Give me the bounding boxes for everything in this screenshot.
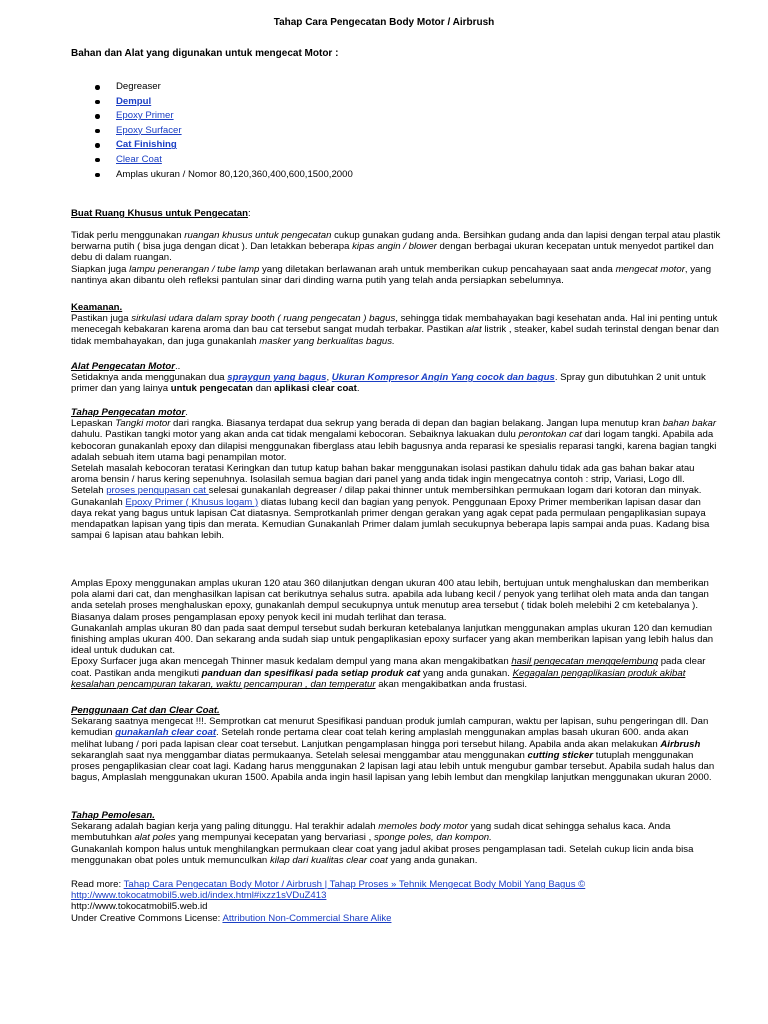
bahan-heading: Bahan dan Alat yang digunakan untuk mengecat Motor : — [71, 48, 339, 59]
alat-heading: Alat Pengecatan Motor — [71, 361, 175, 372]
pengupasan-link[interactable]: proses pengupasan cat — [106, 485, 209, 497]
cat-finishing-link[interactable]: Cat Finishing — [116, 139, 177, 151]
alat-section: Alat Pengecatan Motor.. Setidaknya anda menggunakan dua spraygun yang bagus, Ukuran Kompresor Angin Yang cocok dan bagus. Spray gun dibutuhkan 2 unit untuk primer dan yang lainya untuk pengecatan dan aplikasi clear coat. — [71, 361, 721, 395]
clear-coat-link[interactable]: Clear Coat — [116, 153, 162, 165]
tahap-paragraph: Setelah proses pengupasan cat selesai gunakanlah degreaser / dilap pakai thinner untuk membersihkan permukaan logam dari kotoran dan minyak. — [71, 485, 702, 497]
tahap-paragraph: Gunakanlah amplas ukuran 80 dan pada saat dempul tersebut sudah berkuran ketebalanya lanjutkan menggunakan amplas ukuran 120 dan kemudian finishing amplas ukuran 400. Dan sekarang anda sudah siap untuk pengaplikasian epoxy surfacer yang akan memberikan lapisan yang lebih halus dan ideal untuk dudukan cat. — [71, 622, 714, 657]
pemolesan-section — [71, 810, 721, 866]
penggunaan-heading: Penggunaan Cat dan Clear Coat. — [71, 705, 220, 716]
ruang-section: Buat Ruang Khusus untuk Pengecatan: — [71, 208, 251, 219]
spraygun-link[interactable]: spraygun yang bagus — [227, 372, 327, 384]
license-link[interactable]: Attribution Non-Commercial Share Alike — [222, 912, 392, 924]
pemolesan-paragraph: Sekarang adalah bagian kerja yang paling ditunggu. Hal terakhir adalah memoles body motor yang sudah dicat sehingga sehalus kaca. Anda membutuhkan alat poles yang mempunyai kecepatan yang bervariasi , sponge poles, dan kompon. — [71, 821, 671, 844]
tahap-paragraph: Amplas Epoxy menggunakan amplas ukuran 120 atau 360 dilanjutkan dengan ukuran 400 atau lebih, bertujuan untuk menghaluskan dan memberikan pola alami dari cat, dan menghasilkan lapisan cat berikutnya sehalus sutra. apabila ada lubang kecil / penyok yang terlihat oleh mata anda dan tangan anda setelah proses menghaluskan epoxy, gunakanlah dempul secukupnya untuk menutup area tersebut ( tidak boleh melebihi 2 cm ketebalanya ). Biasanya dalam proses pengamplasan epoxy penyok kecil ini mudah terlihat dan terasa. — [71, 578, 709, 623]
tahap-paragraph: Lepaskan Tangki motor dari rangka. Biasanya terdapat dua sekrup yang berada di depan dan bagian belakang. Jangan lupa menutup kran bahan bakar dahulu. Pastikan tangki motor yang akan anda cat tidak mengalami kebocoran. Sebaiknya lakuakan dulu perontokan cat dari logam tangki. Apabila ada kebocoran gunakanlah epoxy dan dilapisi menggunakan fiberglass atau lebih bagusnya anda reparasi ke spesialis reparasi tangki, karena bagian tangki adalah sebuah item utama bagi penampilan motor. — [71, 418, 717, 463]
clear-coat-use-link[interactable]: gunakanlah clear coat — [115, 727, 217, 739]
amplas-section — [71, 578, 721, 690]
list-item[interactable] — [116, 124, 353, 139]
page-title: Tahap Cara Pengecatan Body Motor / Airbrush — [273, 17, 495, 28]
penggunaan-section — [71, 705, 721, 783]
list-item[interactable] — [116, 95, 353, 110]
list-item: Degreaser — [116, 80, 353, 95]
pemolesan-paragraph: Gunakanlah kompon halus untuk menghilangkan permukaan clear coat yang jadul akibat proses pengamplasan tadi. Setelah cukup licin anda bisa menggunakan obat poles untuk memunculkan kilap dari kualitas clear coat yang anda gunakan. — [71, 843, 694, 866]
epoxy-primer-khusus-link[interactable]: Epoxy Primer ( Khusus logam ) — [125, 496, 259, 508]
source-url-link[interactable]: http://www.tokocatmobil5.web.id/index.html#ixzz1sVDuZ413 — [71, 890, 327, 902]
ruang-paragraph: Tidak perlu menggunakan ruangan khusus untuk pengecatan cukup gunakan gudang anda. Bersihkan gudang anda dan lapisi dengan terpal atau plastik berwarna putih ( bisa juga dengan dicat ). Dan letakkan beberapa kipas angin / blower dengan berbagai ukuran kecepatan untuk menyedot partikel dan debu di dalam ruangan. — [71, 230, 721, 264]
tahap-paragraph: Epoxy Surfacer juga akan mencegah Thinner masuk kedalam dempul yang mana akan mengakibatkan hasil pengecatan menggelembung pada clear coat. Pastikan anda mengikuti panduan dan spesifikasi pada setiap produk cat yang anda gunakan. Kegagalan pengaplikasian produk akibat kesalahan pencampuran takaran, waktu pencampuran , dan temperatur akan mengakibatkan anda frustasi. — [71, 656, 706, 690]
ruang-heading: Buat Ruang Khusus untuk Pengecatan — [71, 208, 248, 219]
tools-list — [116, 80, 353, 182]
epoxy-surfacer-link[interactable]: Epoxy Surfacer — [116, 124, 182, 136]
tahap-paragraph: Gunakanlah Epoxy Primer ( Khusus logam ) diatas lubang kecil dan bagian yang penyok. Penggunaan Epoxy Primer memberikan lapisan dasar dan daya rekat yang bagus untuk lapisan Cat diatasnya. Semprotkanlah primer dengan gerakan yang agak cepat pada permulaan pengaplikasian supaya mendapatkan lapisan yang tipis dan merata. Kemudian Gunakanlah Primer dalam jumlah secukupnya beberapa lapis sampai anda puas. Kadang bisa sampai 6 lapisan atau bahkan lebih. — [71, 496, 710, 542]
list-item[interactable] — [116, 109, 353, 124]
list-item: Amplas ukuran / Nomor 80,120,360,400,600,1500,2000 — [116, 168, 353, 183]
dempul-link[interactable]: Dempul — [116, 95, 152, 107]
alat-paragraph: Setidaknya anda menggunakan dua spraygun yang bagus, Ukuran Kompresor Angin Yang cocok dan bagus. Spray gun dibutuhkan 2 unit untuk primer dan yang lainya untuk pengecatan dan aplikasi clear coat. — [71, 372, 706, 395]
epoxy-primer-link[interactable]: Epoxy Primer — [116, 110, 174, 122]
kompresor-link[interactable]: Ukuran Kompresor Angin Yang cocok dan bagus — [331, 372, 555, 384]
pemolesan-heading: Tahap Pemolesan. — [71, 810, 155, 821]
tahap-heading: Tahap Pengecatan motor — [71, 407, 186, 418]
ruang-body — [71, 230, 721, 286]
tahap-section: Tahap Pengecatan motor. Lepaskan Tangki motor dari rangka. Biasanya terdapat dua sekrup yang berada di depan dan bagian belakang. Jangan lupa menutup kran bahan bakar dahulu. Pastikan tangki motor yang akan anda cat tidak mengalami kebocoran. Sebaiknya lakuakan dulu perontokan cat dari logam tangki. Apabila ada kebocoran gunakanlah epoxy dan dilapisi menggunakan fiberglass atau lebih bagusnya anda reparasi ke spesialis reparasi tangki, karena bagian tangki adalah sebuah item utama bagi penampilan motor. Setelah masalah kebocoran teratasi Keringkan dan tutup katup bahan bakar menggunakan isolasi pastikan dahulu tidak ada gas bahan bakar atau aroma bensin / harus kering sepenuhnya. Isolasilah semua bagian dari panel yang anda tidak ingin mengecatnya contoh : strip, Variasi, Logo dll. Setelah proses pengupasan cat selesai gunakanlah degreaser / dilap pakai thinner untuk membersihkan permukaan logam dari kotoran dan minyak. Gunakanlah Epoxy Primer ( Khusus logam ) diatas lubang kecil dan bagian yang penyok. Penggunaan Epoxy Primer memberikan lapisan dasar dan daya rekat yang bagus untuk lapisan Cat diatasnya. Semprotkanlah primer dengan gerakan yang agak cepat pada permulaan pengaplikasian supaya mendapatkan lapisan yang tipis dan merata. Kemudian Gunakanlah Primer dalam jumlah secukupnya beberapa lapis sampai anda puas. Kadang bisa sampai 6 lapisan atau bahkan lebih. — [71, 407, 721, 541]
read-more-link[interactable]: Tahap Cara Pengecatan Body Motor / Airbrush | Tahap Proses » Tehnik Mengecat Body Mobil Yang Bagus © — [123, 879, 586, 890]
keamanan-section — [71, 302, 721, 347]
site-url: http://www.tokocatmobil5.web.id — [71, 901, 208, 913]
keamanan-heading: Keamanan. — [71, 302, 123, 313]
keamanan-paragraph: Pastikan juga sirkulasi udara dalam spray booth ( ruang pengecatan ) bagus, sehingga tidak membahayakan bagi kesehatan anda. Hal ini penting untuk menecegah kebakaran karena aroma dan bau cat tersebut sangat mudah terbakar. Pastikan alat listrik , steaker, kabel sudah terinstal dengan benar dan tidak membahayakan, dan juga gunakanlah masker yang berkualitas bagus. — [71, 313, 719, 347]
footer: Read more: Tahap Cara Pengecatan Body Motor / Airbrush | Tahap Proses » Tehnik Mengecat Body Mobil Yang Bagus © http://www.tokocatmobil5.web.id/index.html#ixzz1sVDuZ413 http://www.tokocatmobil5.web.id Under Creative Commons License: Attribution Non-Commercial Share Alike — [71, 879, 721, 924]
list-item[interactable] — [116, 138, 353, 153]
tahap-paragraph: Setelah masalah kebocoran teratasi Keringkan dan tutup katup bahan bakar menggunakan isolasi pastikan dahulu tidak ada gas bahan bakar atau aroma bensin / harus kering sepenuhnya. Isolasilah semua bagian dari panel yang anda tidak ingin mengecatnya contoh : strip, Variasi, Logo dll. — [71, 463, 695, 486]
list-item[interactable] — [116, 153, 353, 168]
penggunaan-paragraph: Sekarang saatnya mengecat !!!. Semprotkan cat menurut Spesifikasi panduan produk jumlah campuran, waktu per lapisan, suhu pengeringan dll. Dan kemudian gunakanlah clear coat. Setelah ronde pertama clear coat telah kering amplaslah menggunakan amplas basah ukuran 600. anda akan melihat lubang / pori pada lapisan clear coat tersebut. Lanjutkan pengamplasan hingga pori tersebut hilang. Apabila anda akan melakukan Airbrush sekaranglah saat nya menggambar diatas permukaanya. Setelah selesai menggambar atau menggunakan cutting sticker tutuplah menggunakan proses pengaplikasian clear coat lagi. Kadang harus menggunakan 2 lapisan lagi atau lebih untuk mengubur gambar tersebut. Apabila sudah halus dan bagus, Amplaslah menggunakan ukuran 1500. Apabila anda ingin hasil lapisan yang lebih lembut dan mengkilap lanjutkan menggunakan ukuran 2000. — [71, 716, 715, 784]
ruang-paragraph: Siapkan juga lampu penerangan / tube lamp yang diletakan berlawanan arah untuk memberikan cukup pencahayaan saat anda mengecat motor, yang nantinya akan dibantu oleh refleksi pantulan sinar dari dinding warna putih yang telah anda persiapkan sebelumnya. — [71, 263, 712, 286]
